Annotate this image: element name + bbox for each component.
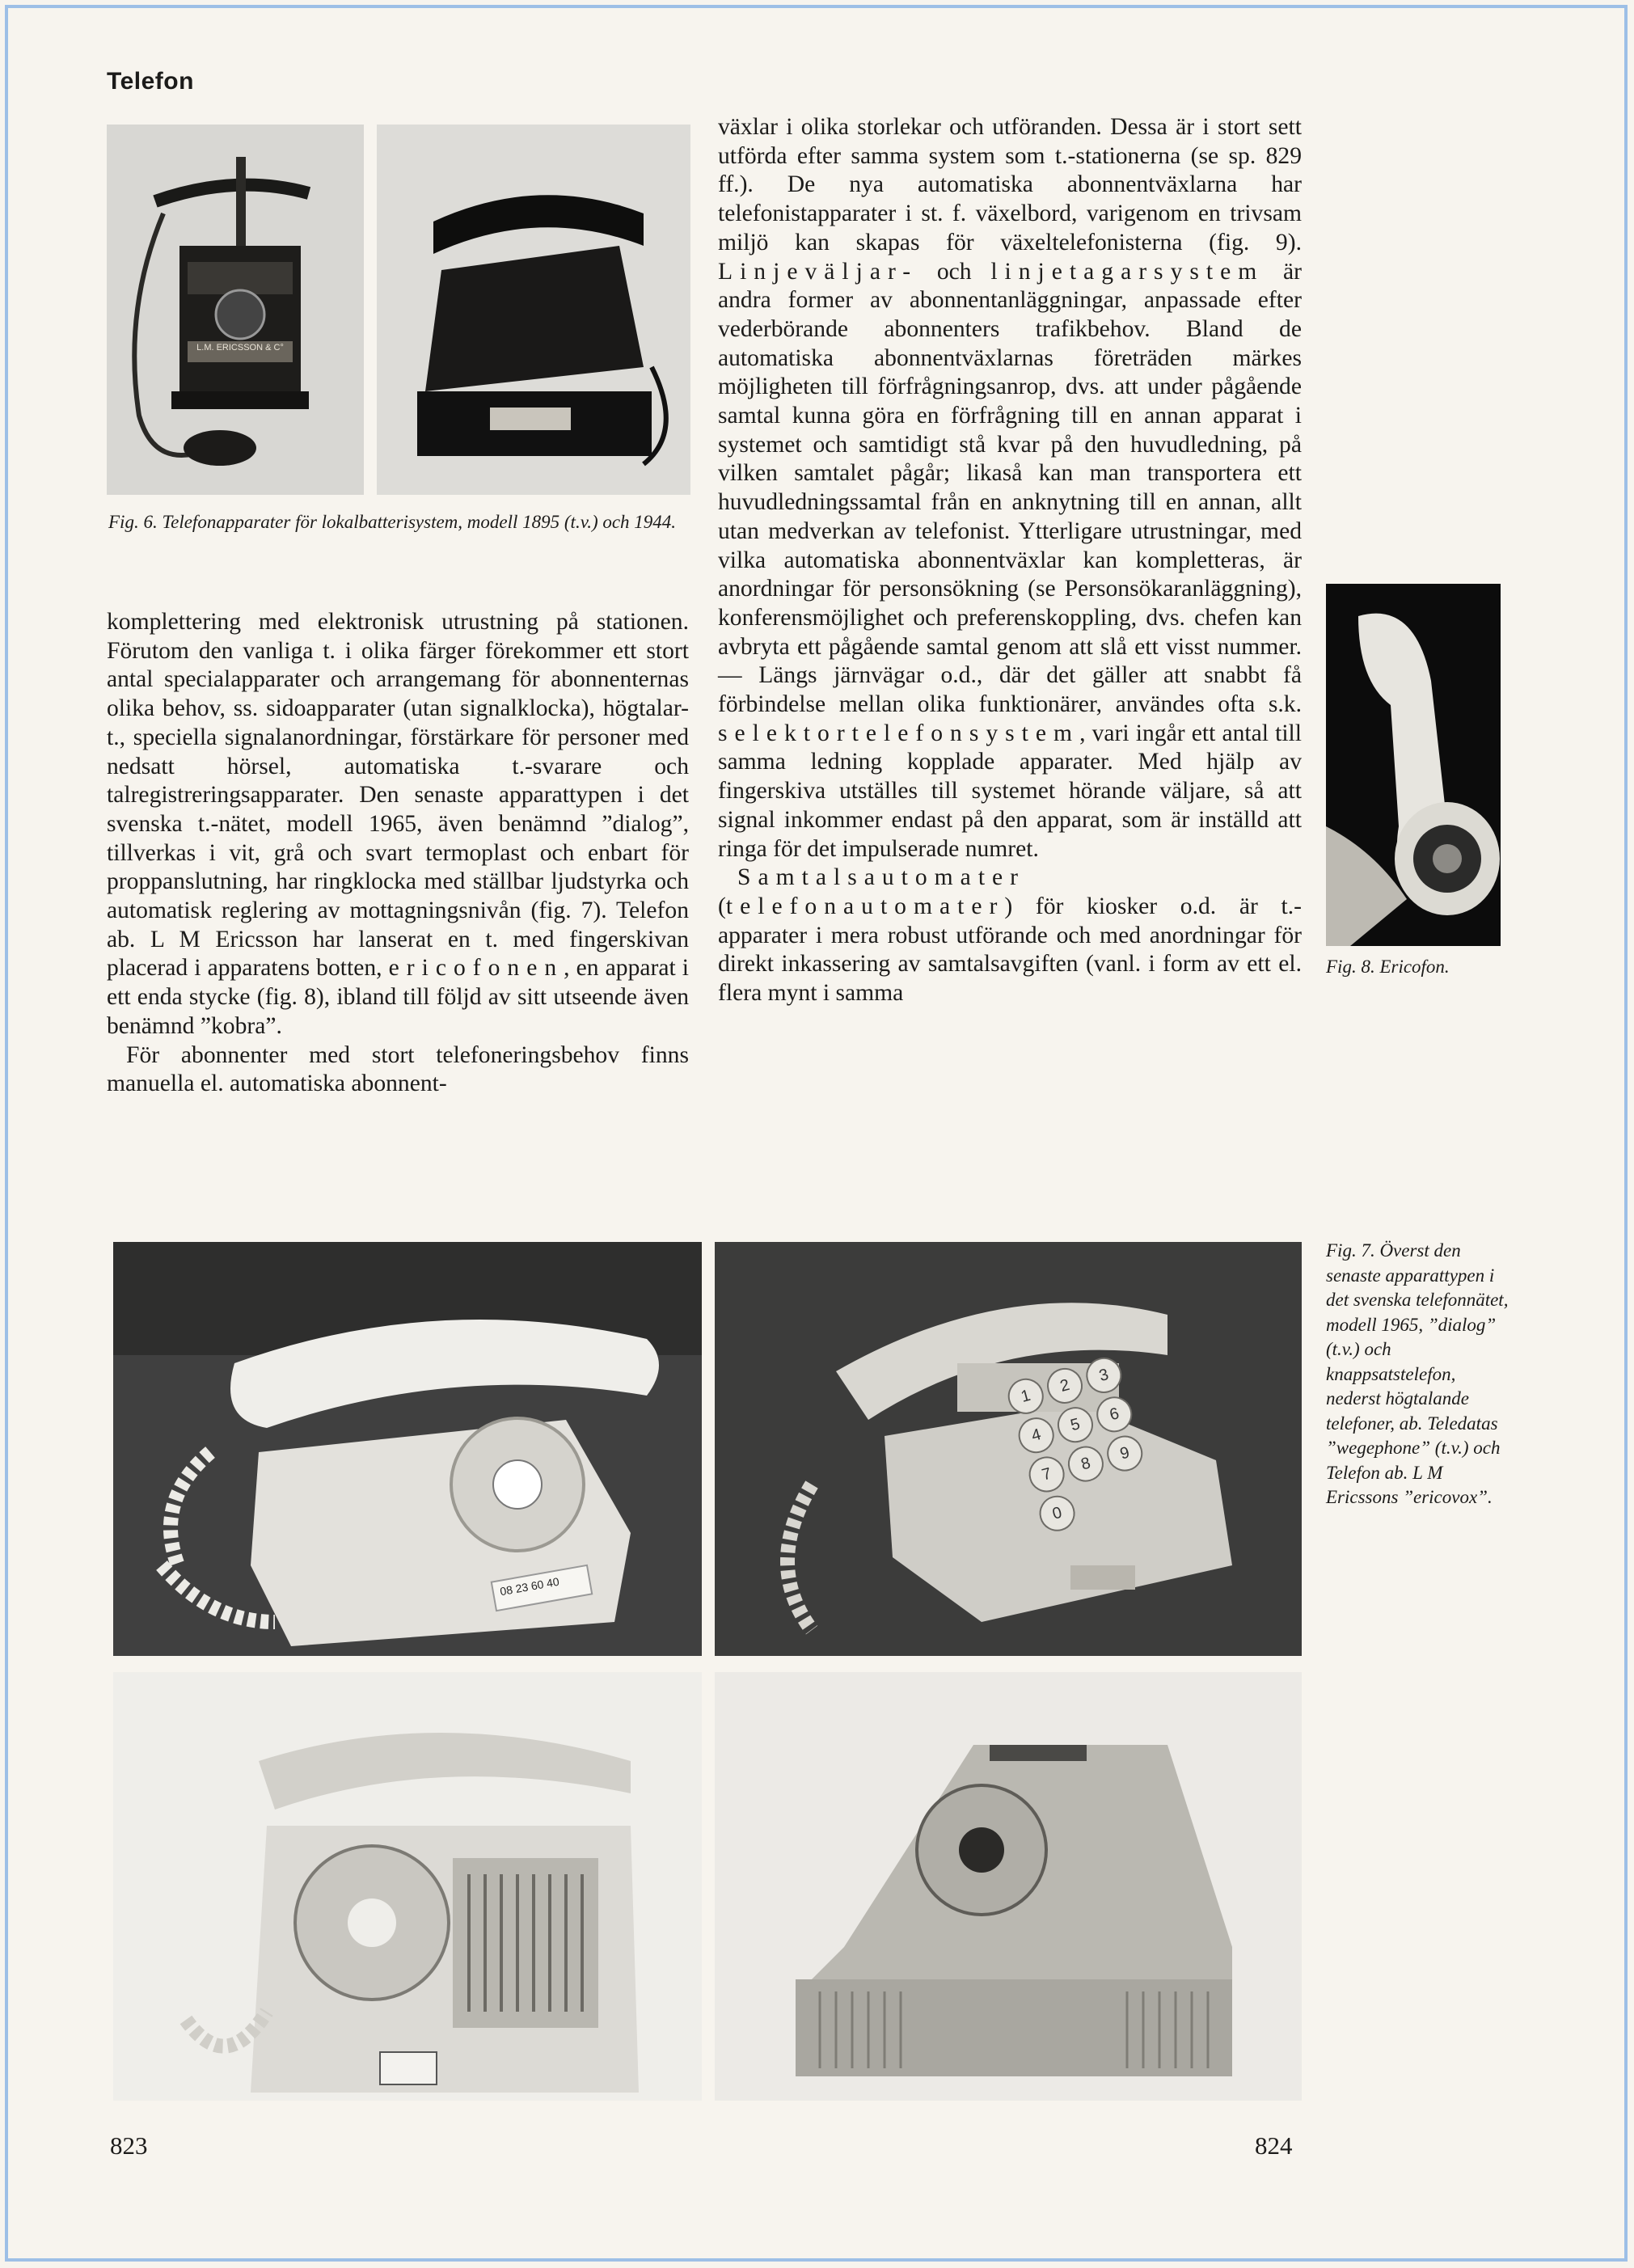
right-spaced-5: telefonautomater	[725, 893, 1005, 919]
fig7-photo-ericovox	[715, 1672, 1302, 2101]
fig6-photo-1944	[377, 125, 690, 495]
text-column-left	[107, 608, 689, 1099]
right-spaced-1: Linjeväljar-	[718, 258, 918, 285]
left-para-1: komplettering med elektronisk utrustning på stationen. Förutom den vanliga t. i olika färger förekommer ett stort antal specialapparater och arrangemang för abonnenternas olika behov, ss. sidoapparater (utan signalklocka), högtalar-t., speciella signalanordningar, förstärkare för personer med nedsatt hörsel, automatiska t.-svarare och talregistreringsapparater. Den senaste apparattypen i det svenska t.-nätet, modell 1965, även benämnd ”dialog”, tillverkas i vit, grå och svart termoplast och enbart för proppanslutning, har ringklocka med ställbar ljudstyrka och automatisk reglering av mottagningsnivån (fig. 7). Telefon ab. L M Ericsson har lanserat en t. med fingerskivan placerad i apparatens botten,	[107, 609, 689, 982]
fig7-caption: Fig. 7. Överst den senaste apparattypen i det svenska telefonnätet, modell 1965, ”dialog” (t.v.) och knappsatstelefon, nederst högtalande telefoner, ab. Teledatas ”wegephone” (t.v.) och Telefon ab. L M Ericssons ”ericovox”.	[1326, 1240, 1509, 1507]
text-column-right	[718, 113, 1302, 1008]
keypad-key-2: 2	[1043, 1364, 1087, 1408]
keypad-key-5: 5	[1053, 1403, 1097, 1447]
page-number-left: 823	[110, 2131, 148, 2160]
page-header: Telefon	[107, 68, 194, 95]
right-para-2a: (	[718, 893, 726, 919]
fig8-caption: Fig. 8. Ericofon.	[1326, 957, 1450, 977]
fig8-photo-ericofon	[1326, 584, 1501, 946]
keypad-key-4: 4	[1015, 1413, 1058, 1457]
right-spaced-2: linjetagarsystem	[990, 258, 1265, 285]
keypad-key-6: 6	[1092, 1392, 1136, 1436]
keypad-key-8: 8	[1064, 1442, 1108, 1486]
right-para-1c: är andra former av abonnentanläggningar, anpassade efter vederbörande abonnenters trafikbehov. Bland de automatiska abonnentväxlarnas företräden märkes möjligheten till förfrågningsanrop, dvs. att under pågående samtal kunna göra en förfrågning till en annan apparat i systemet och samtidigt stå kvar på den huvudledning, på vilken samtalet pågår; likaså kan man transportera ett huvudledningssamtal från en anknytning till en annan, allt utan medverkan av telefonist. Ytterligare utrustningar, med vilka automatiska abonnentväxlar kan kompletteras, är anordningar för personsökning (se Personsökaranläggning), konferensmöjlighet och preferenskoppling, dvs. chefen kan avbryta ett pågående samtal genom att slå ett visst nummer. — Längs järnvägar o.d., där det gäller att snabbt få förbindelse mellan olika funktionärer, användes ofta s.k.	[718, 258, 1302, 718]
right-spaced-4: Samtalsautomater	[737, 864, 1026, 891]
left-para-2: För abonnenter med stort telefoneringsbehov finns manuella el. automatiska abonnent-	[107, 1041, 689, 1097]
fig7-photo-keypad	[715, 1242, 1302, 1656]
right-para-1b: och	[918, 258, 991, 285]
keypad-key-1: 1	[1004, 1375, 1048, 1418]
right-para-2b: ) för kiosker o.d. är t.-apparater i mera robust utförande och med anordningar för direkt inkassering av samtalsavgiften (vanl. i form av ett el. flera mynt i samma	[718, 893, 1302, 1007]
fig7-photo-dialog	[113, 1242, 702, 1656]
keypad-key-9: 9	[1103, 1432, 1146, 1476]
right-para-1d: , vari ingår ett antal till samma ledning kopplade apparater. Med hjälp av fingerskiva utställes till systemet hörande väljare, så att signal inkommer endast på den apparat, som är inställd att ringa för det impulserade numret.	[718, 720, 1302, 862]
right-para-1a: växlar i olika storlekar och utföranden. Dessa är i stort sett utförda efter samma system som t.-stationerna (se sp. 829 ff.). De nya automatiska abonnentväxlarna har telefonistapparater i st. f. växelbord, varigenom en trivsam miljö kan skapas för växeltelefonisterna (fig. 9).	[718, 114, 1302, 256]
keypad-key-0: 0	[1036, 1492, 1079, 1535]
left-para-1-end: , en apparat i ett enda stycke (fig. 8), ibland till följd av sitt utseende även benämnd ”kobra”.	[107, 955, 690, 1039]
dialog-number-card: 08 23 60 40	[499, 1574, 560, 1599]
fig6-photo-1895	[107, 125, 364, 495]
left-spaced-term: ericofonen	[388, 955, 564, 982]
keypad-key-7: 7	[1025, 1453, 1069, 1497]
fig6-phone-label: L.M. ERICSSON & C°	[196, 343, 284, 353]
fig7-photo-wegephone	[113, 1672, 702, 2101]
fig6-caption: Fig. 6. Telefonapparater för lokalbatterisystem, modell 1895 (t.v.) och 1944.	[108, 512, 677, 532]
page-number-right: 824	[1255, 2131, 1293, 2160]
keypad-key-3: 3	[1082, 1354, 1125, 1397]
right-spaced-3: selektortelefonsystem	[718, 720, 1080, 746]
